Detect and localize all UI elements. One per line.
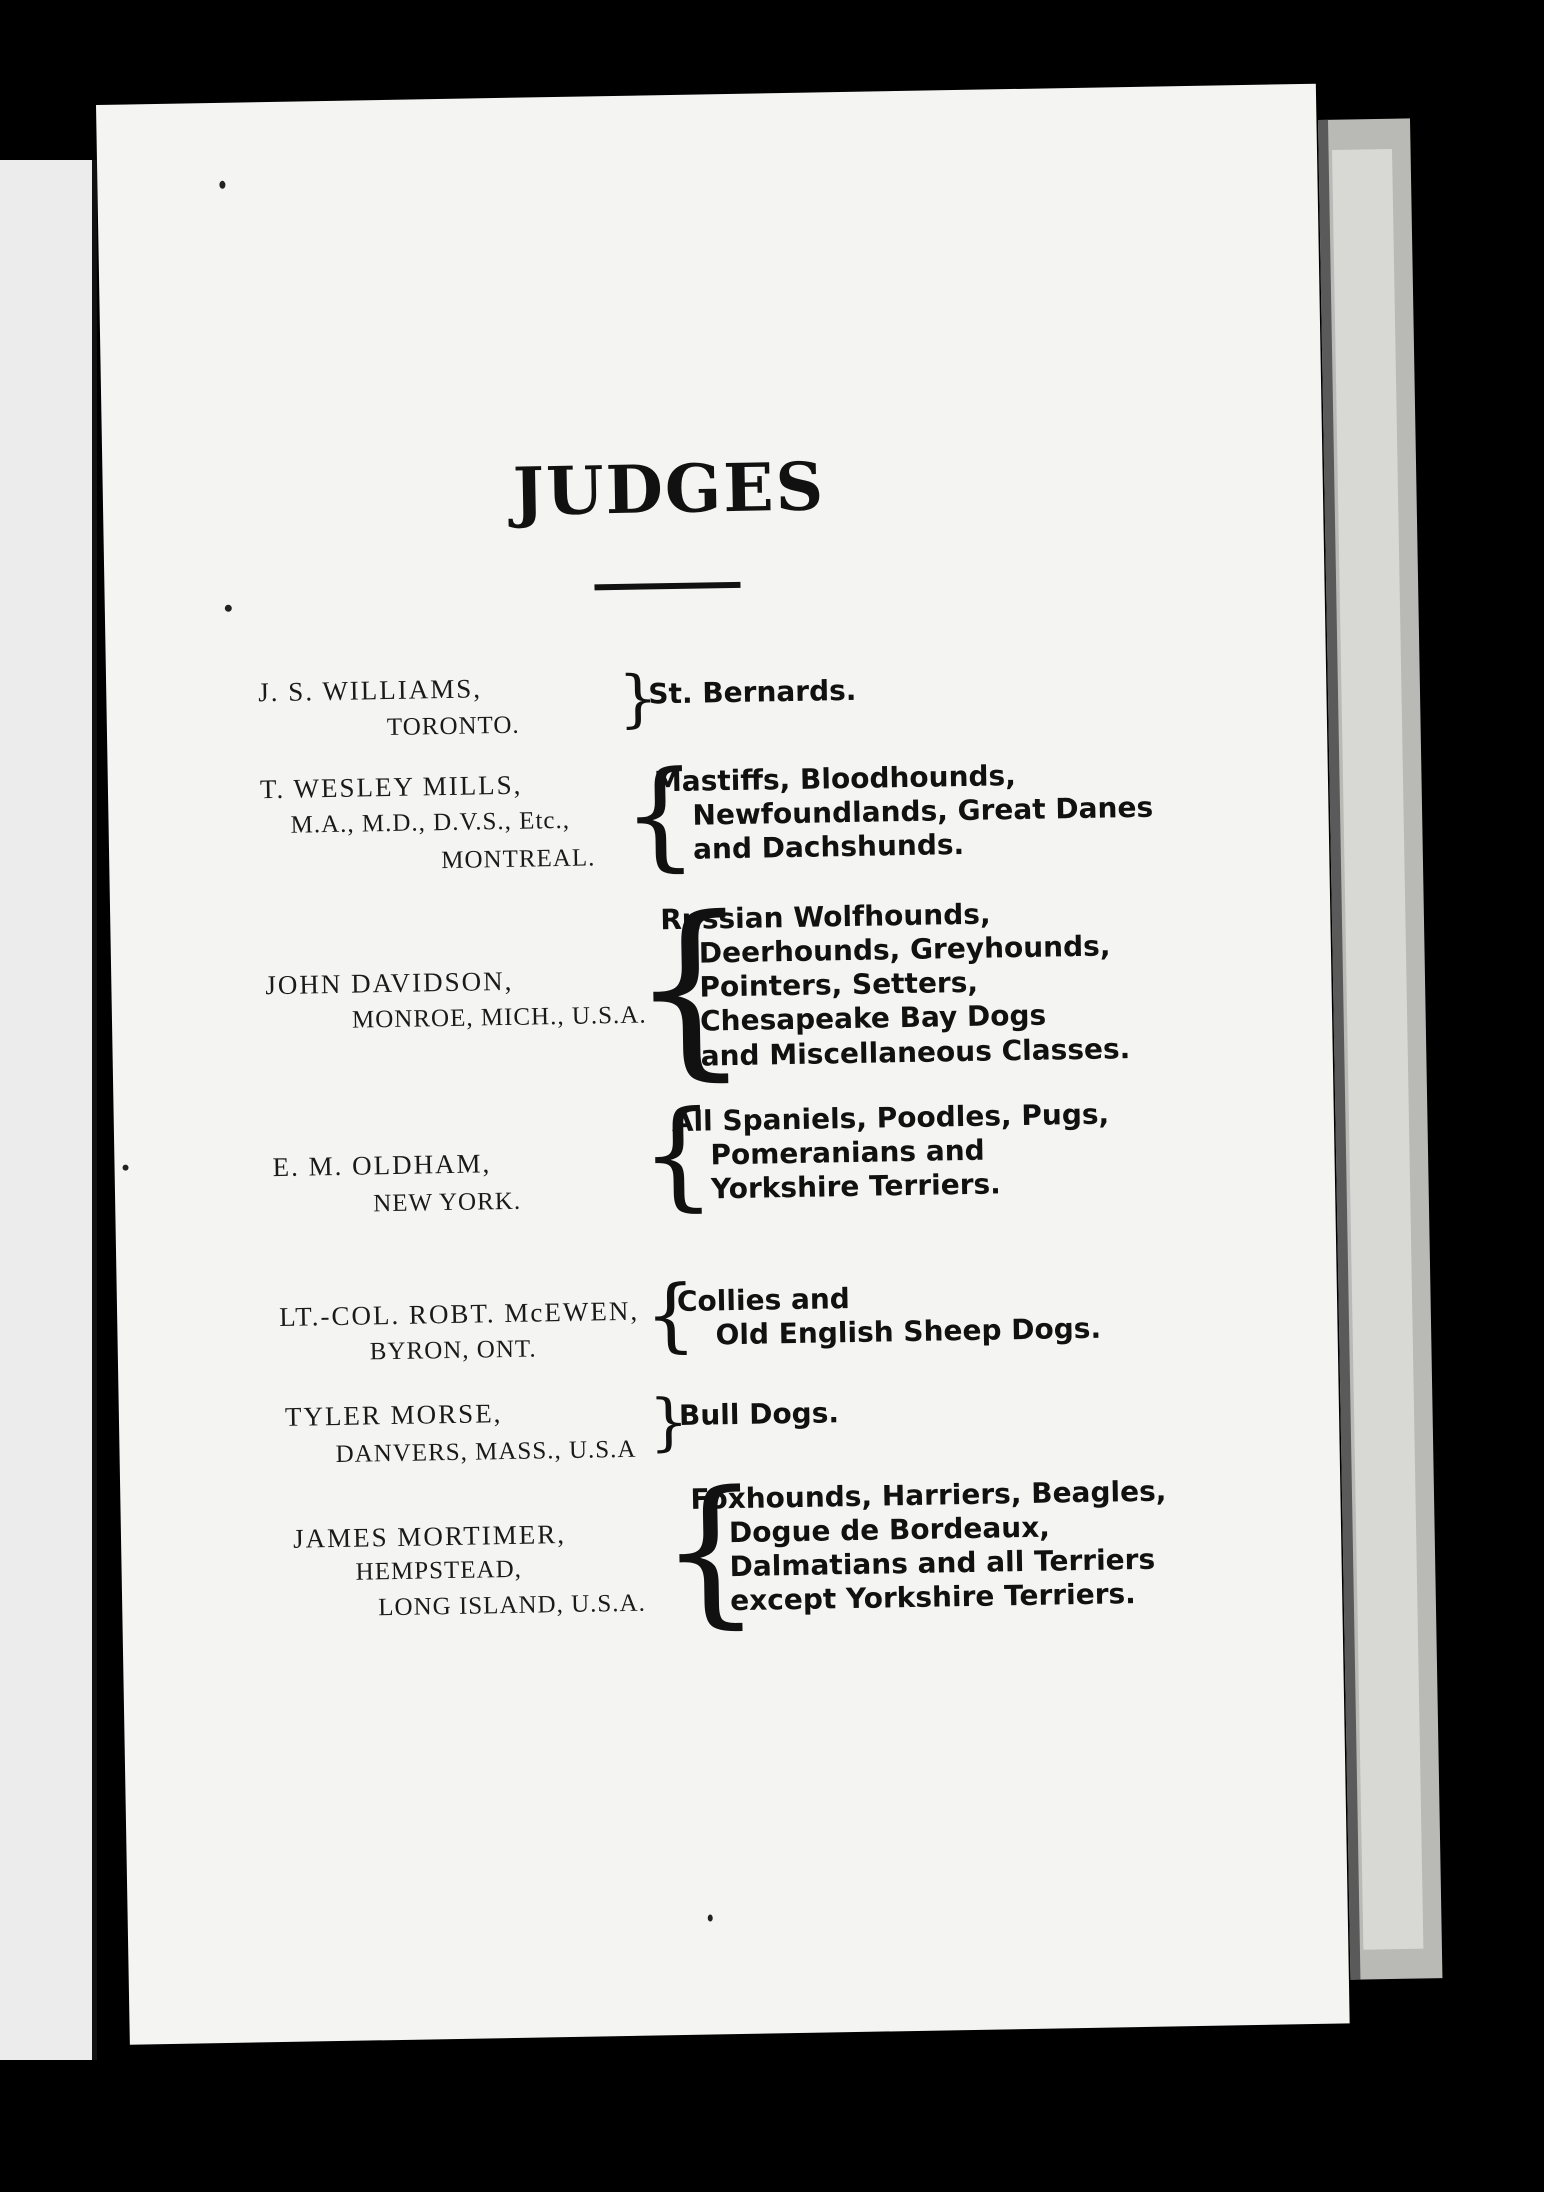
judge-credentials: M.A., M.D., D.V.S., Etc., [290,806,571,839]
judge-location: MONROE, MICH., U.S.A. [351,1001,647,1034]
breed-line: Foxhounds, Harriers, Beagles, [690,1474,1167,1516]
breed-line: Yorkshire Terriers. [710,1167,1002,1206]
breed-line: Bull Dogs. [678,1396,840,1433]
judge-breeds [672,1097,1111,1207]
judge-breeds [679,1396,840,1433]
scan-speck [122,1165,128,1171]
left-brace: { [621,744,699,884]
judge-location: TORONTO. [386,711,520,742]
breed-line: Dogue de Bordeaux, [728,1510,1051,1550]
judge-breeds [690,1475,1168,1620]
breed-line: St. Bernards. [648,673,857,711]
left-brace: { [627,875,753,1099]
title-rule [594,582,740,591]
judge-name: T. WESLEY MILLS, [259,769,523,805]
judge-location: NEW YORK. [372,1187,522,1218]
left-brace: { [639,1084,717,1224]
breed-line: and Dachshunds. [692,828,965,867]
left-brace: { [644,1267,697,1362]
breed-line: Mastiffs, Bloodhounds, [653,759,1017,799]
scan-speck [219,181,225,189]
breed-line: and Miscellaneous Classes. [700,1031,1131,1073]
breed-line: Chesapeake Bay Dogs [699,999,1047,1039]
judge-name: J. S. WILLIAMS, [258,673,483,708]
breed-line: Russian Wolfhounds, [660,897,991,937]
judge-location: MONTREAL. [441,844,596,875]
judge-name: JOHN DAVIDSON, [265,965,514,1001]
scan-speck [225,605,232,612]
breed-line: Newfoundlands, Great Danes [692,790,1154,832]
page-title: JUDGES [512,447,826,531]
judge-location: BYRON, ONT. [369,1335,537,1366]
judge-breeds [660,895,1131,1074]
breed-line: Old English Sheep Dogs. [715,1311,1102,1352]
breed-line: Deerhounds, Greyhounds, [698,929,1111,970]
judge-location: HEMPSTEAD, [355,1555,523,1586]
scan-speck [708,1915,713,1922]
right-brace: } [648,1384,690,1459]
judge-breeds [677,1278,1102,1354]
breed-line: Pointers, Setters, [699,966,979,1004]
left-page-edge [0,160,97,2060]
breed-line: Collies and [676,1282,851,1319]
left-brace: { [657,1455,763,1645]
judge-location: DANVERS, MASS., U.S.A [335,1435,637,1469]
judge-breeds [648,674,857,712]
breed-line: Dalmatians and all Terriers [729,1543,1156,1584]
judge-name: E. M. OLDHAM, [272,1148,492,1183]
judge-name: LT.-COL. ROBT. McEWEN, [278,1295,640,1332]
judge-name: JAMES MORTIMER, [292,1519,567,1554]
right-brace: } [617,661,659,735]
breed-line: Pomeranians and [710,1133,985,1172]
breed-line: except Yorkshire Terriers. [729,1577,1137,1618]
judge-breeds [654,757,1154,868]
judge-name: TYLER MORSE, [284,1398,503,1432]
judge-location: LONG ISLAND, U.S.A. [378,1589,647,1622]
document-page [96,84,1350,2045]
breed-line: All Spaniels, Poodles, Pugs, [671,1097,1110,1139]
